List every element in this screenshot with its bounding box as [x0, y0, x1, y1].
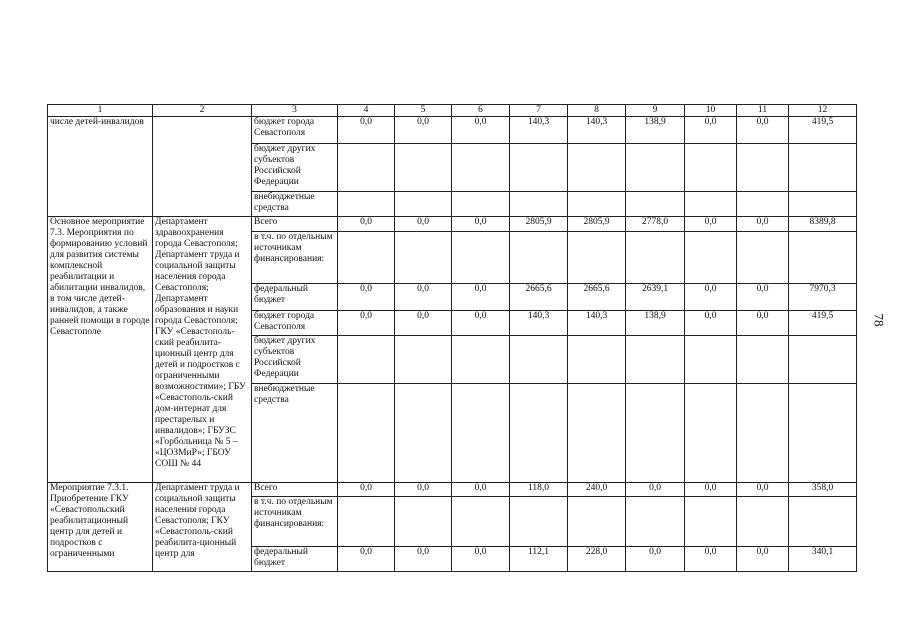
- value-cell: [395, 144, 452, 192]
- value-cell: 0,0: [737, 311, 789, 336]
- value-cell: 2665,6: [568, 284, 626, 311]
- page-number: 78: [871, 313, 887, 327]
- value-cell: 0,0: [395, 284, 452, 311]
- value-cell: 0,0: [452, 483, 510, 497]
- value-cell: [568, 144, 626, 192]
- value-cell: [685, 384, 737, 483]
- value-cell: [510, 192, 568, 217]
- funding-source-cell: Всего: [252, 217, 338, 232]
- value-cell: 140,3: [510, 311, 568, 336]
- value-cell: 2805,9: [510, 217, 568, 232]
- value-cell: 240,0: [568, 483, 626, 497]
- value-cell: [789, 192, 857, 217]
- funding-source-cell: федеральный бюджет: [252, 547, 338, 572]
- value-cell: 358,0: [789, 483, 857, 497]
- value-cell: [338, 144, 395, 192]
- value-cell: 0,0: [452, 311, 510, 336]
- value-cell: 7970,3: [789, 284, 857, 311]
- value-cell: [568, 497, 626, 547]
- measure-name-cell: Основное мероприятие 7.3. Мероприятия по формированию условий для развития системы комплексной реабилитации и абилитации инвалидов, в том числе детей-инвалидов, а также ранней помощи в городе Севастополе: [48, 217, 153, 483]
- value-cell: 419,5: [789, 311, 857, 336]
- value-cell: 0,0: [685, 311, 737, 336]
- column-header-12: 12: [789, 105, 857, 117]
- value-cell: 118,0: [510, 483, 568, 497]
- value-cell: 8389,8: [789, 217, 857, 232]
- value-cell: 0,0: [395, 311, 452, 336]
- value-cell: [685, 497, 737, 547]
- column-header-6: 6: [452, 105, 510, 117]
- value-cell: [737, 336, 789, 384]
- value-cell: [452, 192, 510, 217]
- value-cell: [510, 232, 568, 284]
- column-header-2: 2: [153, 105, 252, 117]
- budget-table: [47, 104, 857, 572]
- value-cell: [338, 336, 395, 384]
- value-cell: [510, 144, 568, 192]
- value-cell: [510, 384, 568, 483]
- value-cell: 0,0: [338, 217, 395, 232]
- value-cell: [568, 336, 626, 384]
- value-cell: 0,0: [395, 483, 452, 497]
- funding-source-cell: в т.ч. по отдельным источникам финансирования:: [252, 497, 338, 547]
- value-cell: [568, 232, 626, 284]
- value-cell: [395, 497, 452, 547]
- value-cell: [338, 497, 395, 547]
- value-cell: 0,0: [685, 284, 737, 311]
- value-cell: 138,9: [626, 311, 685, 336]
- funding-source-cell: в т.ч. по отдельным источникам финансирования:: [252, 232, 338, 284]
- column-header-10: 10: [685, 105, 737, 117]
- funding-source-cell: бюджет города Севастополя: [252, 117, 338, 144]
- value-cell: [685, 192, 737, 217]
- value-cell: 2665,6: [510, 284, 568, 311]
- value-cell: [737, 384, 789, 483]
- value-cell: 0,0: [452, 217, 510, 232]
- value-cell: [789, 232, 857, 284]
- value-cell: 0,0: [685, 117, 737, 144]
- value-cell: [626, 192, 685, 217]
- value-cell: 2778,0: [626, 217, 685, 232]
- value-cell: 0,0: [338, 311, 395, 336]
- value-cell: 0,0: [737, 483, 789, 497]
- value-cell: [626, 384, 685, 483]
- value-cell: [452, 336, 510, 384]
- value-cell: [338, 232, 395, 284]
- funding-source-cell: Всего: [252, 483, 338, 497]
- column-header-11: 11: [737, 105, 789, 117]
- value-cell: [737, 232, 789, 284]
- value-cell: 2639,1: [626, 284, 685, 311]
- value-cell: 0,0: [685, 547, 737, 572]
- value-cell: [626, 232, 685, 284]
- column-header-1: 1: [48, 105, 153, 117]
- header-row: [48, 105, 857, 117]
- value-cell: 0,0: [395, 217, 452, 232]
- funding-source-cell: внебюджетные средства: [252, 192, 338, 217]
- value-cell: 0,0: [395, 547, 452, 572]
- value-cell: 138,9: [626, 117, 685, 144]
- column-header-5: 5: [395, 105, 452, 117]
- funding-source-cell: бюджет других субъектов Российской Федерации: [252, 336, 338, 384]
- value-cell: 0,0: [452, 284, 510, 311]
- funding-source-cell: федеральный бюджет: [252, 284, 338, 311]
- value-cell: 0,0: [737, 284, 789, 311]
- value-cell: 2805,9: [568, 217, 626, 232]
- value-cell: 0,0: [452, 117, 510, 144]
- value-cell: 140,3: [568, 311, 626, 336]
- value-cell: 419,5: [789, 117, 857, 144]
- value-cell: [510, 497, 568, 547]
- value-cell: [626, 144, 685, 192]
- value-cell: [452, 497, 510, 547]
- value-cell: [452, 232, 510, 284]
- value-cell: [395, 384, 452, 483]
- measure-name-cell: числе детей-инвалидов: [48, 117, 153, 217]
- value-cell: [685, 232, 737, 284]
- value-cell: 0,0: [452, 547, 510, 572]
- value-cell: [626, 336, 685, 384]
- value-cell: [789, 336, 857, 384]
- value-cell: [737, 192, 789, 217]
- value-cell: [395, 336, 452, 384]
- funding-source-cell: бюджет города Севастополя: [252, 311, 338, 336]
- value-cell: 0,0: [737, 217, 789, 232]
- table-row: [48, 117, 857, 144]
- value-cell: [338, 192, 395, 217]
- value-cell: 0,0: [685, 483, 737, 497]
- value-cell: [338, 384, 395, 483]
- value-cell: 228,0: [568, 547, 626, 572]
- value-cell: 0,0: [685, 217, 737, 232]
- executor-cell: Департамент труда и социальной защиты населения города Севастополя; ГКУ «Севастополь-ский реабилита-ционный центр для: [153, 483, 252, 572]
- table-row: [48, 483, 857, 497]
- value-cell: 0,0: [737, 117, 789, 144]
- column-header-7: 7: [510, 105, 568, 117]
- column-header-4: 4: [338, 105, 395, 117]
- value-cell: 140,3: [568, 117, 626, 144]
- value-cell: [452, 144, 510, 192]
- table-row: [48, 217, 857, 232]
- funding-source-cell: бюджет других субъектов Российской Федерации: [252, 144, 338, 192]
- value-cell: [510, 336, 568, 384]
- value-cell: [452, 384, 510, 483]
- value-cell: [685, 336, 737, 384]
- column-header-3: 3: [252, 105, 338, 117]
- value-cell: 0,0: [395, 117, 452, 144]
- value-cell: 140,3: [510, 117, 568, 144]
- value-cell: 112,1: [510, 547, 568, 572]
- value-cell: [789, 384, 857, 483]
- value-cell: [737, 497, 789, 547]
- value-cell: 0,0: [626, 483, 685, 497]
- value-cell: [789, 497, 857, 547]
- column-header-9: 9: [626, 105, 685, 117]
- value-cell: 0,0: [338, 547, 395, 572]
- value-cell: [737, 144, 789, 192]
- value-cell: [685, 144, 737, 192]
- value-cell: [395, 192, 452, 217]
- value-cell: 0,0: [338, 483, 395, 497]
- value-cell: [626, 497, 685, 547]
- value-cell: 340,1: [789, 547, 857, 572]
- measure-name-cell: Мероприятие 7.3.1. Приобретение ГКУ «Севастопольский реабилитационный центр для детей и подростков с ограниченными: [48, 483, 153, 572]
- value-cell: 0,0: [626, 547, 685, 572]
- executor-cell: Департамент здравоохранения города Севастополя; Департамент труда и социальной защиты населения города Севастополя; Департамент образования и науки города Севастополя; ГКУ «Севастополь-ский реабилита-ционный центр для детей и подростков с ограниченными возможностями»; ГБУ «Севастополь-ский дом-интернат для престарелых и инвалидов»; ГБУЗС «Горбольница № 5 – «ЦОЗМиР»; ГБОУ СОШ № 44: [153, 217, 252, 483]
- value-cell: 0,0: [338, 284, 395, 311]
- value-cell: [568, 192, 626, 217]
- value-cell: [789, 144, 857, 192]
- executor-cell: [153, 117, 252, 217]
- value-cell: [395, 232, 452, 284]
- funding-source-cell: внебюджетные средства: [252, 384, 338, 483]
- value-cell: 0,0: [338, 117, 395, 144]
- value-cell: 0,0: [737, 547, 789, 572]
- column-header-8: 8: [568, 105, 626, 117]
- value-cell: [568, 384, 626, 483]
- table-body: [48, 105, 857, 572]
